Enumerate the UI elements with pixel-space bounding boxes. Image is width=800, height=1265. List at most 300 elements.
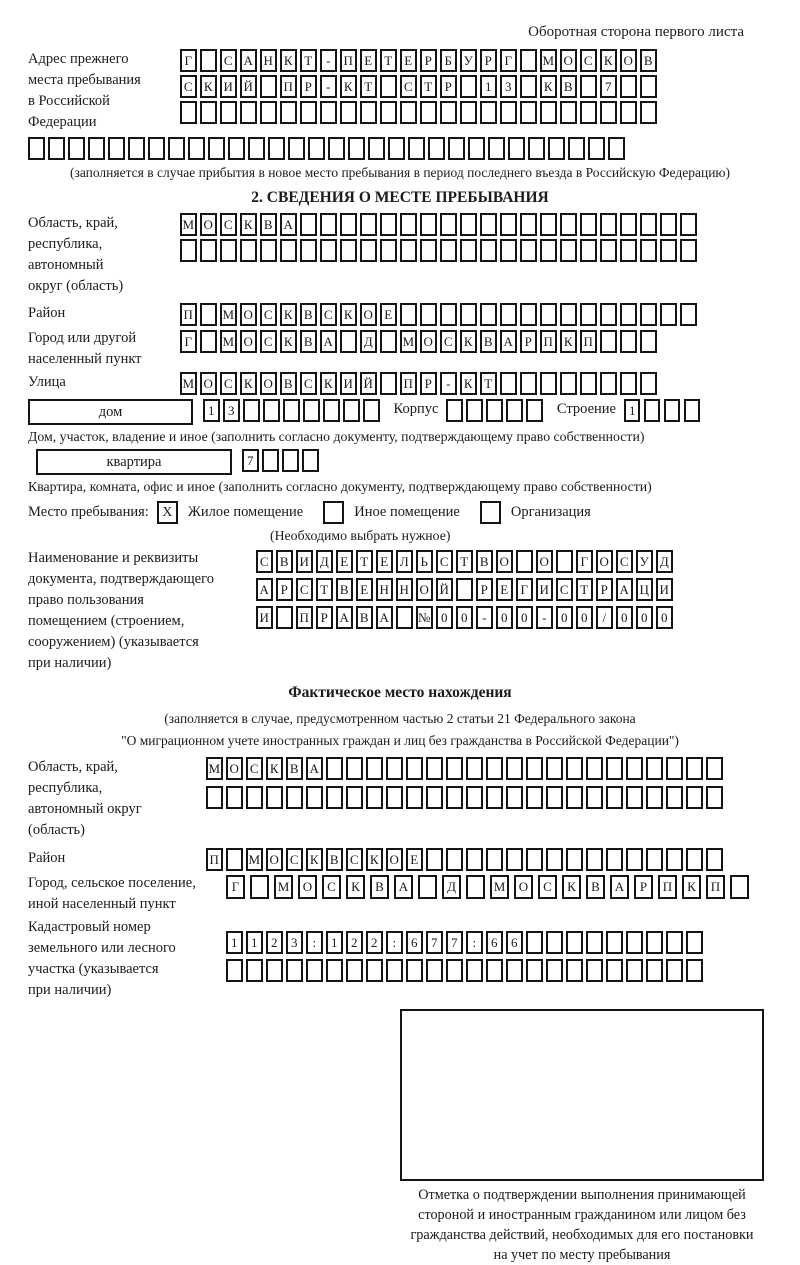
char-box: М [220, 330, 237, 353]
char-box: Д [360, 330, 377, 353]
char-box: В [640, 49, 657, 72]
char-box [380, 330, 397, 353]
char-box: В [560, 75, 577, 98]
char-box: К [562, 875, 581, 899]
char-box [606, 931, 623, 954]
char-box [640, 101, 657, 124]
char-box [644, 399, 661, 422]
char-box [428, 137, 445, 160]
fact-gorod-block [28, 873, 772, 915]
char-box [343, 399, 360, 422]
char-box [520, 75, 537, 98]
char-box [288, 137, 305, 160]
char-box: А [610, 875, 629, 899]
kvartira-box: квартира [36, 449, 232, 475]
char-box: Т [576, 578, 593, 601]
char-box [248, 137, 265, 160]
char-box [506, 757, 523, 780]
char-box [280, 101, 297, 124]
label-line: населенный пункт [28, 351, 142, 368]
char-box [580, 372, 597, 395]
char-box: К [366, 848, 383, 871]
char-box: С [260, 330, 277, 353]
char-box: Р [316, 606, 333, 629]
char-box [340, 213, 357, 236]
char-box [426, 757, 443, 780]
label-line: при наличии) [28, 981, 112, 998]
char-box [526, 786, 543, 809]
label-line: иной населенный пункт [28, 895, 176, 912]
char-box [460, 75, 477, 98]
char-box [262, 449, 279, 472]
char-box: О [200, 372, 217, 395]
char-box [586, 931, 603, 954]
char-box [706, 757, 723, 780]
char-box: 0 [516, 606, 533, 629]
char-box [620, 75, 637, 98]
char-box [180, 101, 197, 124]
char-box [660, 213, 677, 236]
label-line: в Российской [28, 93, 110, 110]
char-box [600, 101, 617, 124]
char-box [560, 239, 577, 262]
char-box [608, 137, 625, 160]
char-box [526, 931, 543, 954]
char-box [620, 330, 637, 353]
char-box [660, 303, 677, 326]
section2-title: 2. СВЕДЕНИЯ О МЕСТЕ ПРЕБЫВАНИЯ [251, 189, 549, 207]
char-box: С [538, 875, 557, 899]
char-box [666, 959, 683, 982]
char-box [600, 372, 617, 395]
label-line: Адрес прежнего [28, 51, 129, 67]
char-box: М [206, 757, 223, 780]
char-box: А [306, 757, 323, 780]
char-box: О [496, 550, 513, 573]
char-box: : [306, 931, 323, 954]
char-box: 0 [576, 606, 593, 629]
char-box: М [490, 875, 509, 899]
checkbox-organizatsiya [480, 501, 501, 524]
char-box: К [682, 875, 701, 899]
char-box [508, 137, 525, 160]
char-box [546, 959, 563, 982]
char-box [546, 848, 563, 871]
char-box: Р [440, 75, 457, 98]
char-box: К [460, 372, 477, 395]
char-box: Г [500, 49, 517, 72]
char-box [266, 959, 283, 982]
kadastr-row-2 [226, 959, 703, 982]
char-box: К [600, 49, 617, 72]
korpus-cells [446, 399, 543, 422]
label-line: места пребывания [28, 72, 141, 89]
char-box [540, 101, 557, 124]
oblast-row-2 [180, 239, 697, 262]
char-box [148, 137, 165, 160]
char-box [346, 959, 363, 982]
char-box [640, 213, 657, 236]
char-box: К [240, 372, 257, 395]
char-box [360, 213, 377, 236]
char-box [348, 137, 365, 160]
char-box [276, 606, 293, 629]
char-box [666, 931, 683, 954]
char-box [586, 959, 603, 982]
char-box [240, 101, 257, 124]
char-box [566, 757, 583, 780]
char-box: М [180, 372, 197, 395]
char-box [363, 399, 380, 422]
char-box [168, 137, 185, 160]
char-box [466, 959, 483, 982]
dom-cells [203, 399, 380, 422]
char-box [546, 786, 563, 809]
char-box [526, 399, 543, 422]
raion-label: Район [28, 305, 66, 322]
fact-raion-row [206, 848, 723, 871]
char-box: 2 [346, 931, 363, 954]
label-line: (заполняется в случае, предусмотренном частью 2 статьи 21 Федерального закона [164, 711, 636, 727]
char-box: Т [360, 75, 377, 98]
label-line: "О миграционном учете иностранных граждан и лиц без гражданства в Российской Федерации") [121, 732, 679, 748]
char-box [488, 137, 505, 160]
char-box: 3 [500, 75, 517, 98]
char-box [506, 959, 523, 982]
gorod-label [28, 328, 180, 370]
char-box [346, 757, 363, 780]
char-box [308, 137, 325, 160]
char-box: Г [516, 578, 533, 601]
prev-address-note: (заполняется в случае прибытия в новое место пребывания в период последнего въезда в Российскую Федерацию) [69, 165, 731, 181]
char-box [426, 848, 443, 871]
char-box [418, 875, 437, 899]
char-box: 1 [246, 931, 263, 954]
mesto-block [28, 501, 772, 524]
char-box [480, 213, 497, 236]
char-box [548, 137, 565, 160]
char-box: К [460, 330, 477, 353]
char-box [466, 848, 483, 871]
char-box [300, 239, 317, 262]
char-box: О [260, 372, 277, 395]
char-box: У [636, 550, 653, 573]
char-box: К [240, 213, 257, 236]
page-side-note: Оборотная сторона первого листа [528, 24, 744, 40]
char-box [666, 848, 683, 871]
char-box: С [322, 875, 341, 899]
char-box [686, 931, 703, 954]
char-box [486, 757, 503, 780]
char-box: 1 [226, 931, 243, 954]
char-box: Д [442, 875, 461, 899]
char-box: 2 [266, 931, 283, 954]
document-row-1 [256, 550, 673, 573]
char-box: П [280, 75, 297, 98]
char-box: 1 [326, 931, 343, 954]
char-box [706, 848, 723, 871]
char-box: Р [476, 578, 493, 601]
char-box: С [256, 550, 273, 573]
char-box [526, 757, 543, 780]
fact-note [28, 708, 772, 751]
char-box [400, 239, 417, 262]
char-box [326, 757, 343, 780]
char-box: С [436, 550, 453, 573]
char-box: О [560, 49, 577, 72]
char-box [640, 303, 657, 326]
char-box [486, 848, 503, 871]
char-box: Н [376, 578, 393, 601]
char-box [208, 137, 225, 160]
char-box [396, 606, 413, 629]
prev-address-block [28, 49, 772, 133]
char-box [566, 959, 583, 982]
char-box [626, 757, 643, 780]
char-box: 0 [616, 606, 633, 629]
char-box: П [296, 606, 313, 629]
char-box [606, 959, 623, 982]
char-box: 0 [496, 606, 513, 629]
char-box [540, 239, 557, 262]
char-box: К [540, 75, 557, 98]
gorod-row [180, 330, 657, 353]
char-box [646, 786, 663, 809]
char-box [600, 239, 617, 262]
char-box [486, 959, 503, 982]
char-box: В [476, 550, 493, 573]
char-box: М [540, 49, 557, 72]
char-box: 6 [406, 931, 423, 954]
char-box: А [394, 875, 413, 899]
char-box [620, 372, 637, 395]
prev-address-row-3 [180, 101, 657, 124]
fact-oblast-block [28, 757, 772, 841]
char-box [280, 239, 297, 262]
char-box [426, 959, 443, 982]
char-box [368, 137, 385, 160]
char-box: К [340, 303, 357, 326]
char-box [526, 959, 543, 982]
char-box: Е [360, 49, 377, 72]
char-box: - [440, 372, 457, 395]
char-box: С [300, 372, 317, 395]
char-box: С [246, 757, 263, 780]
char-box: В [480, 330, 497, 353]
char-box: П [706, 875, 725, 899]
char-box: С [320, 303, 337, 326]
kadastr-block [28, 917, 772, 1001]
char-box: А [256, 578, 273, 601]
char-box: 0 [436, 606, 453, 629]
char-box [600, 330, 617, 353]
char-box [540, 213, 557, 236]
char-box [180, 239, 197, 262]
char-box: Ц [636, 578, 653, 601]
char-box: Р [596, 578, 613, 601]
document-label [28, 548, 256, 674]
char-box [620, 303, 637, 326]
char-box [466, 875, 485, 899]
char-box: В [326, 848, 343, 871]
char-box: Г [226, 875, 245, 899]
char-box [460, 239, 477, 262]
char-box [303, 399, 320, 422]
char-box [626, 931, 643, 954]
char-box: С [616, 550, 633, 573]
kvartira-note: Квартира, комната, офис и иное (заполнить согласно документу, подтверждающему право собственности) [28, 479, 652, 495]
char-box [506, 786, 523, 809]
char-box: Р [480, 49, 497, 72]
char-box: 1 [203, 399, 220, 422]
char-box [366, 786, 383, 809]
char-box [340, 101, 357, 124]
char-box: В [286, 757, 303, 780]
char-box: 7 [446, 931, 463, 954]
char-box: О [514, 875, 533, 899]
char-box: - [320, 75, 337, 98]
char-box: - [536, 606, 553, 629]
char-box: Е [356, 578, 373, 601]
char-box [468, 137, 485, 160]
char-box: К [280, 303, 297, 326]
char-box: И [296, 550, 313, 573]
char-box: Т [380, 49, 397, 72]
char-box [640, 75, 657, 98]
document-row-3 [256, 606, 673, 629]
char-box: 3 [223, 399, 240, 422]
char-box: - [476, 606, 493, 629]
char-box [646, 959, 663, 982]
label-line: Город, сельское поселение, [28, 874, 196, 891]
char-box: С [260, 303, 277, 326]
char-box [680, 239, 697, 262]
dom-box: дом [28, 399, 193, 425]
char-box [380, 239, 397, 262]
char-box: С [556, 578, 573, 601]
char-box [306, 959, 323, 982]
char-box: Т [300, 49, 317, 72]
kvartira-block [28, 449, 772, 475]
char-box [188, 137, 205, 160]
char-box: Н [260, 49, 277, 72]
char-box: Й [360, 372, 377, 395]
oblast-block [28, 213, 772, 297]
char-box [540, 372, 557, 395]
char-box: В [300, 330, 317, 353]
char-box [220, 101, 237, 124]
char-box [560, 213, 577, 236]
char-box [580, 303, 597, 326]
label-line: автономный [28, 257, 104, 274]
label-line: стороной и иностранным гражданином или лицом без [418, 1206, 746, 1223]
char-box: Е [496, 578, 513, 601]
char-box: Е [336, 550, 353, 573]
label-line: при наличии) [28, 655, 112, 672]
char-box [588, 137, 605, 160]
char-box: М [220, 303, 237, 326]
char-box [300, 101, 317, 124]
char-box [300, 213, 317, 236]
ulitsa-row [180, 372, 657, 395]
char-box [686, 848, 703, 871]
char-box [340, 239, 357, 262]
stroenie-label: Строение [556, 401, 616, 418]
char-box: 7 [600, 75, 617, 98]
char-box [406, 959, 423, 982]
char-box [466, 399, 483, 422]
char-box [520, 49, 537, 72]
char-box: В [336, 578, 353, 601]
char-box [640, 239, 657, 262]
option-organizatsiya-label: Организация [510, 504, 591, 521]
char-box: Т [456, 550, 473, 573]
char-box: С [220, 372, 237, 395]
char-box: Д [656, 550, 673, 573]
char-box [243, 399, 260, 422]
char-box [520, 372, 537, 395]
char-box [200, 101, 217, 124]
char-box: О [420, 330, 437, 353]
char-box [520, 303, 537, 326]
korpus-label: Корпус [393, 401, 439, 418]
char-box [200, 239, 217, 262]
char-box: И [256, 606, 273, 629]
char-box: Т [356, 550, 373, 573]
dom-note: Дом, участок, владение и иное (заполнить согласно документу, подтверждающему право собственности) [28, 429, 645, 445]
label-line: Кадастровый номер [28, 918, 151, 935]
char-box [520, 213, 537, 236]
char-box: Ь [416, 550, 433, 573]
char-box [320, 239, 337, 262]
char-box [684, 399, 701, 422]
char-box [500, 303, 517, 326]
label-line: Область, край, [28, 759, 118, 776]
char-box: В [586, 875, 605, 899]
char-box: Д [316, 550, 333, 573]
char-box: № [416, 606, 433, 629]
char-box: О [200, 213, 217, 236]
char-box [250, 875, 269, 899]
char-box [446, 399, 463, 422]
char-box: Р [520, 330, 537, 353]
char-box [626, 848, 643, 871]
char-box: О [620, 49, 637, 72]
char-box [500, 213, 517, 236]
checkbox-inoe [323, 501, 344, 524]
char-box [226, 959, 243, 982]
char-box: А [320, 330, 337, 353]
char-box: И [536, 578, 553, 601]
label-line: автономный округ [28, 801, 142, 818]
char-box: Г [180, 330, 197, 353]
char-box: М [246, 848, 263, 871]
char-box [380, 75, 397, 98]
char-box: П [400, 372, 417, 395]
char-box [730, 875, 749, 899]
char-box: А [336, 606, 353, 629]
char-box [246, 786, 263, 809]
char-box: П [340, 49, 357, 72]
char-box [448, 137, 465, 160]
char-box [560, 303, 577, 326]
char-box [108, 137, 125, 160]
stamp-caption [358, 1185, 800, 1265]
prev-address-label [28, 49, 180, 133]
char-box [323, 399, 340, 422]
char-box [420, 213, 437, 236]
char-box: 1 [624, 399, 641, 422]
